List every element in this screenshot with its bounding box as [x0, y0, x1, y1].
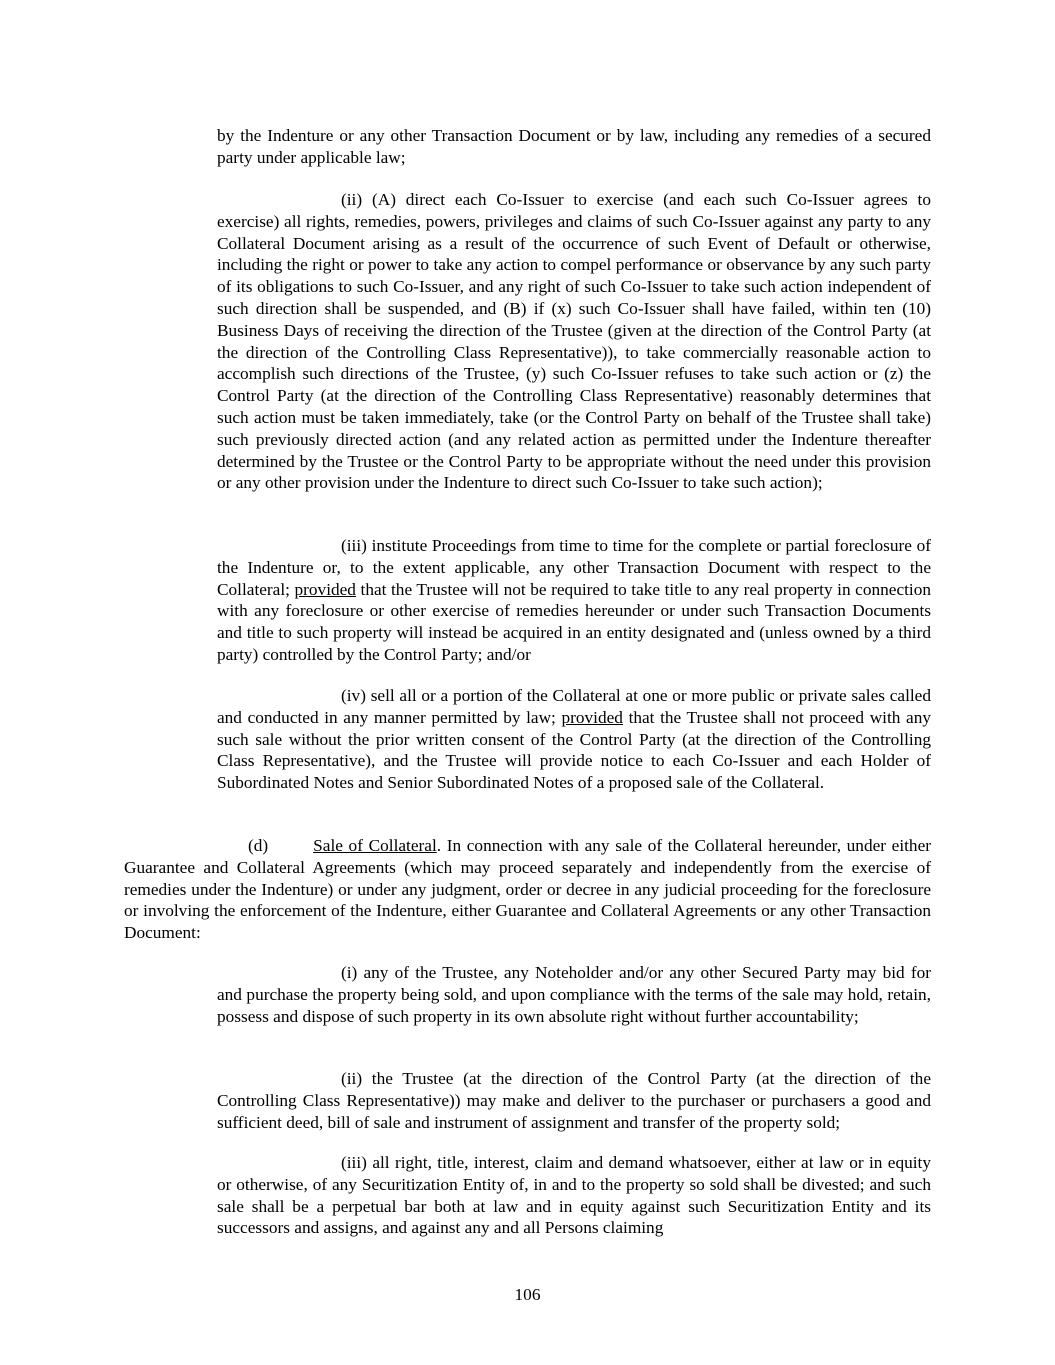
section-heading: Sale of Collateral [313, 836, 437, 855]
list-marker: (i) [341, 963, 358, 982]
list-marker: (iv) [341, 686, 366, 705]
paragraph-d [124, 835, 931, 944]
provided-term: provided [294, 579, 356, 599]
list-marker: (iii) [341, 536, 367, 555]
paragraph-text: the Trustee (at the direction of the Control Party (at the direction of the Controlling Class Representative)) may make and deliver to the purchaser or purchasers a good and sufficient deed, bill of sale and instrument of assignment and transfer of the property sold; [217, 1069, 931, 1132]
list-marker: (ii) [341, 1069, 363, 1088]
paragraph-c-iii [217, 535, 931, 666]
paragraph-text: all right, title, interest, claim and demand whatsoever, either at law or in equity or otherwise, of any Securitization Entity of, in and to the property so sold shall be divested; and such sale shall be a perpetual bar both at law and in equity against such Securitization Entity and its successors and assigns, and against any and all Persons claiming [217, 1153, 931, 1238]
paragraph-text: by the Indenture or any other Transaction Document or by law, including any remedies of a secured party under applicable law; [217, 126, 931, 167]
paragraph-text: any of the Trustee, any Noteholder and/or any other Secured Party may bid for and purchase the property being sold, and upon compliance with the terms of the sale may hold, retain, possess and dispose of such property in its own absolute right without further accountability; [217, 963, 931, 1026]
paragraph-continuation [217, 125, 931, 169]
section-marker: (d) [248, 836, 269, 855]
page-number: 106 [514, 1285, 541, 1304]
paragraph-c-ii [217, 189, 931, 494]
list-marker: (iii) [341, 1153, 367, 1172]
provided-term: provided [561, 707, 623, 727]
paragraph-text: sell all or a portion of the Collateral at one or more public or private sales called and conducted in any manner permitted by law; [217, 686, 931, 727]
paragraph-text: . In connection with any sale of the Collateral hereunder, under either Guarantee and Collateral Agreements (which may proceed separately and independently from the exercise of remedies under the Indenture) or under any judgment, order or decree in any judicial proceeding for the foreclosure or involving the enforcement of the Indenture, either Guarantee and Collateral Agreements or any other Transaction Document: [124, 836, 931, 943]
paragraph-d-i [217, 962, 931, 1027]
paragraph-text: (A) direct each Co-Issuer to exercise (and each such Co-Issuer agrees to exercise) all rights, remedies, powers, privileges and claims of such Co-Issuer against any party to any Collateral Document arising as a result of the occurrence of such Event of Default or otherwise, including the right or power to take any action to compel performance or observance by any such party of its obligations to such Co-Issuer, and any right of such Co-Issuer to take such action independent of such direction shall be suspended, and (B) if (x) such Co-Issuer shall have failed, within ten (10) Business Days of receiving the direction of the Trustee (given at the direction of the Control Party (at the direction of the Controlling Class Representative)), to take commercially reasonable action to accomplish such directions of the Trustee, (y) such Co-Issuer refuses to take such action or (z) the Control Party (at the direction of the Controlling Class Representative) reasonably determines that such action must be taken immediately, take (or the Control Party on behalf of the Trustee shall take) such previously directed action (and any related action as permitted under the Indenture thereafter determined by the Trustee or the Control Party to be appropriate without the need under this provision or any other provision under the Indenture to direct such Co-Issuer to take such action); [217, 190, 931, 493]
paragraph-text: that the Trustee shall not proceed with any such sale without the prior written consent of the Control Party (at the direction of the Controlling Class Representative), and the Trustee will provide notice to each Co-Issuer and each Holder of Subordinated Notes and Senior Subordinated Notes of a proposed sale of the Collateral. [217, 707, 931, 793]
paragraph-c-iv [217, 685, 931, 794]
paragraph-d-ii [217, 1068, 931, 1133]
paragraph-text: that the Trustee will not be required to take title to any real property in connection with any foreclosure or other exercise of remedies hereunder or under such Transaction Documents and title to such property will instead be acquired in an entity designated and (unless owned by a third party) controlled by the Control Party; and/or [217, 579, 931, 664]
paragraph-text: institute Proceedings from time to time for the complete or partial foreclosure of the Indenture or, to the extent applicable, any other Transaction Document with respect to the Collateral; [217, 536, 931, 599]
paragraph-d-iii [217, 1152, 931, 1239]
list-marker: (ii) [341, 190, 363, 209]
